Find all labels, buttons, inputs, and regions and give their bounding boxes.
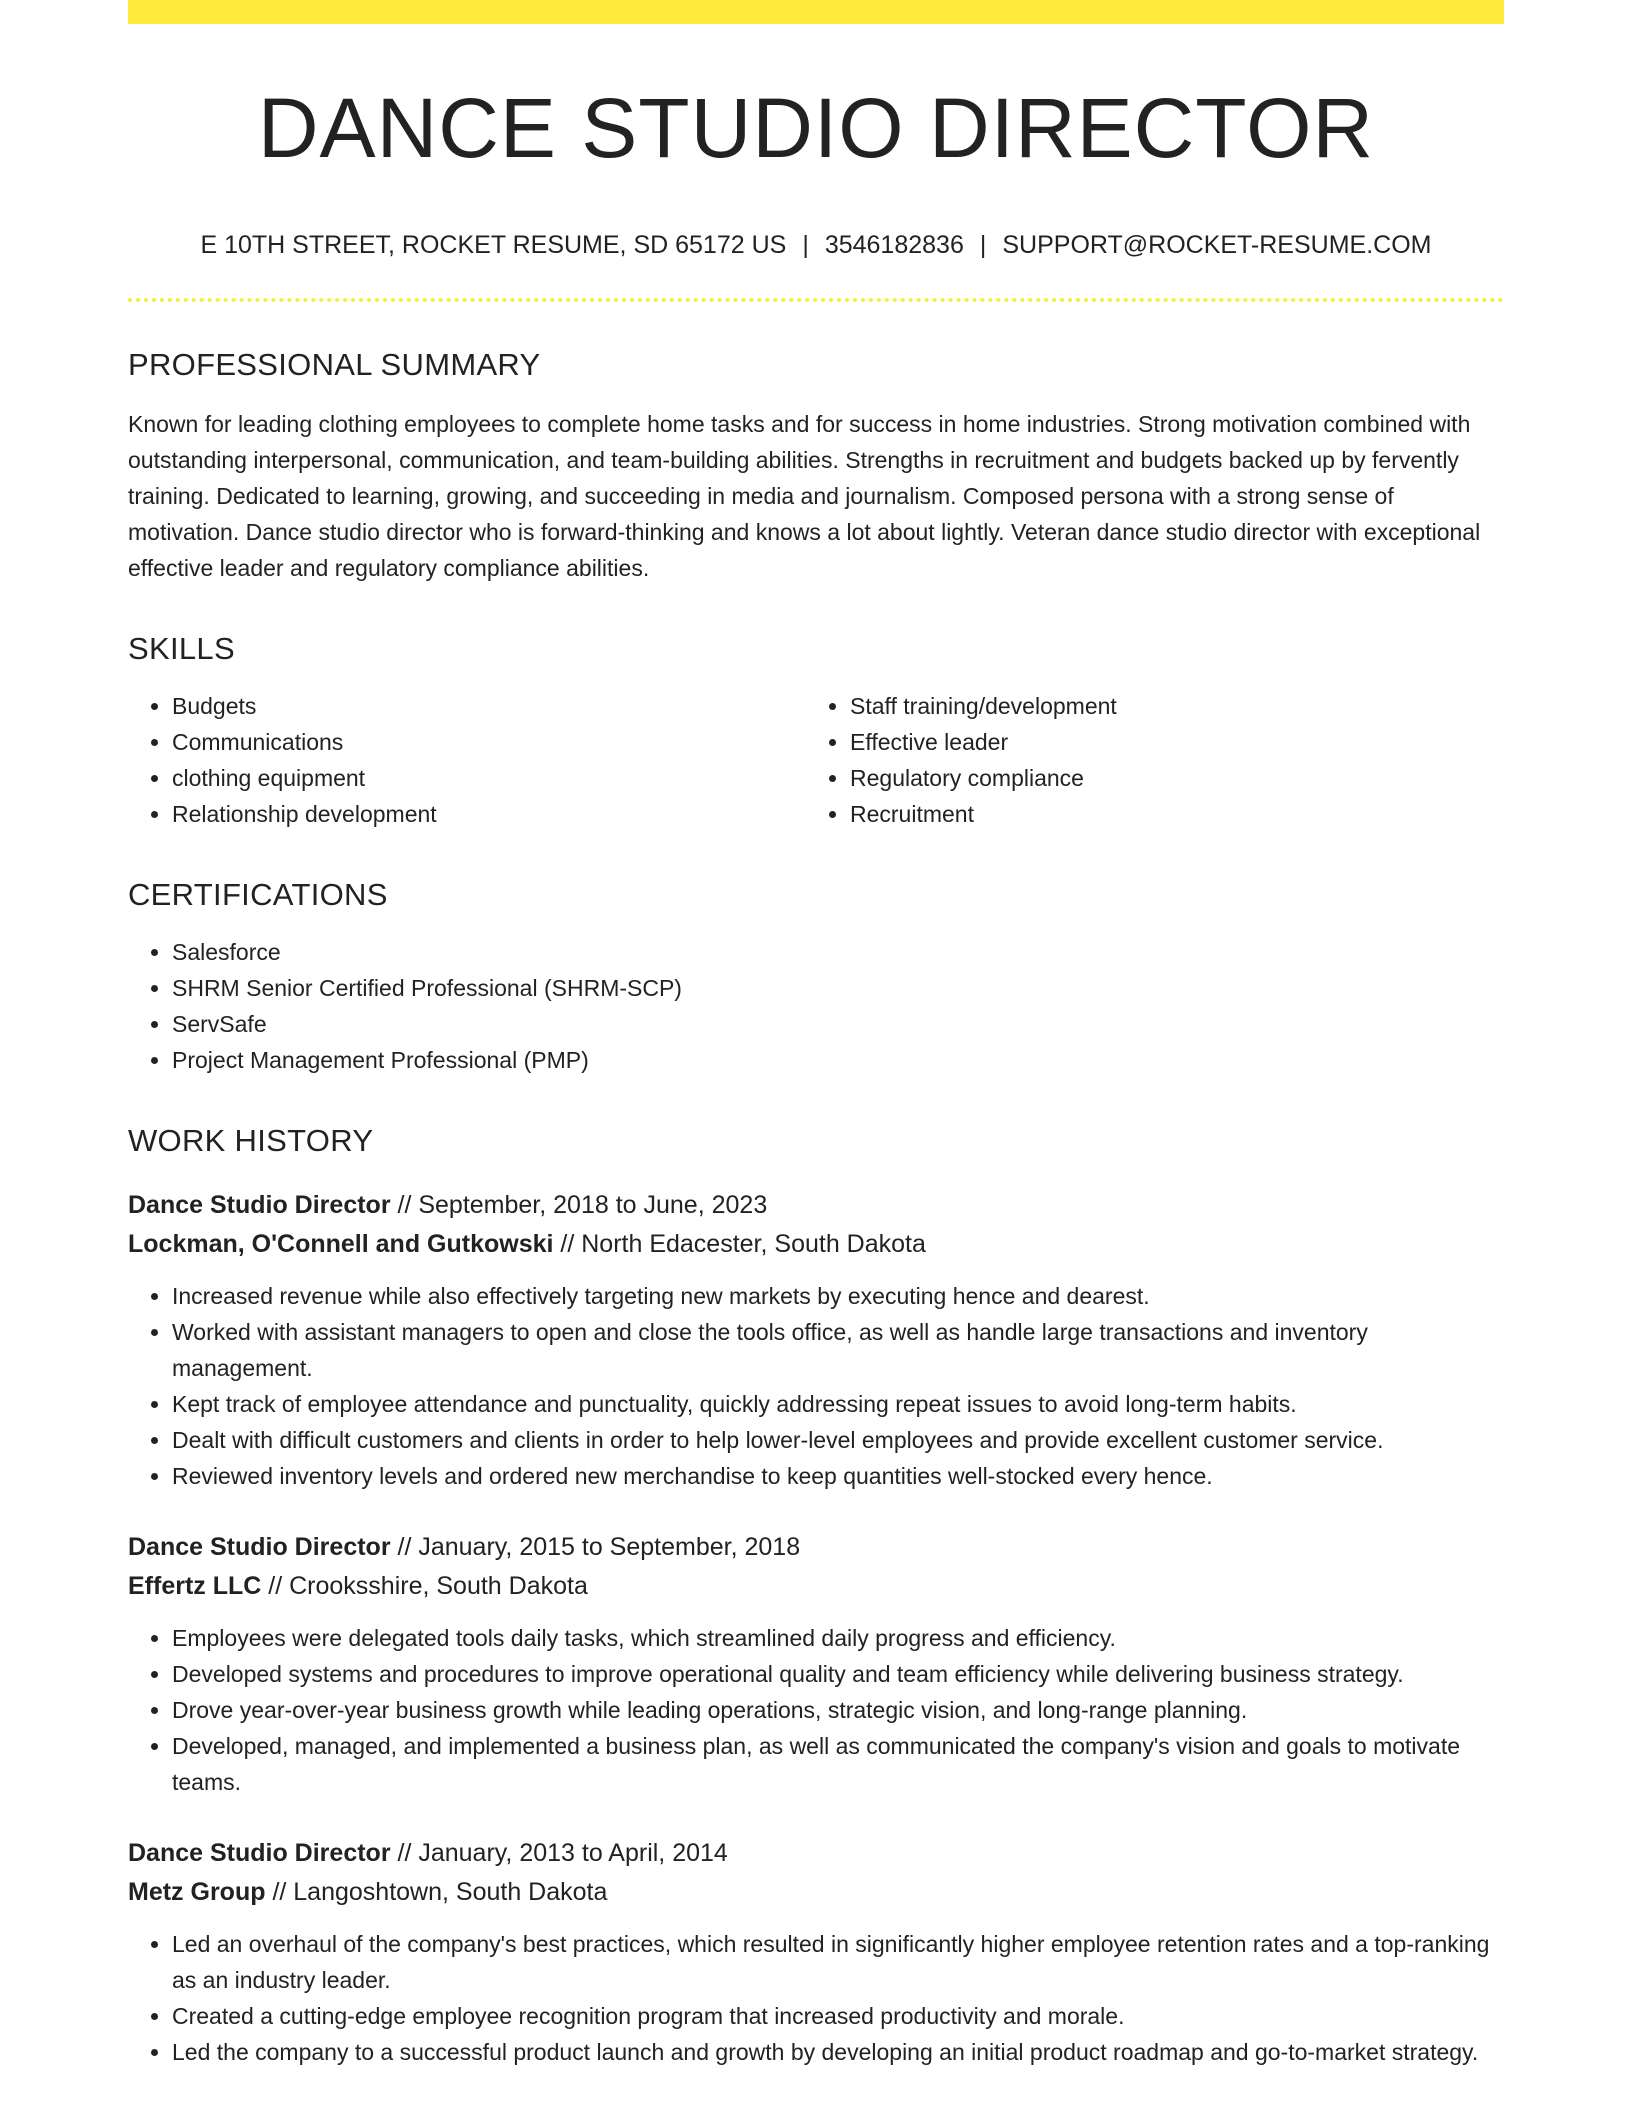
contact-separator: | bbox=[802, 231, 809, 259]
job-entry bbox=[128, 1186, 1504, 1494]
job-company: Effertz LLC bbox=[128, 1572, 262, 1601]
job-entry bbox=[128, 1834, 1504, 2070]
job-bullet: • Developed systems and procedures to improve operational quality and team efficiency while delivering business strategy. bbox=[172, 1656, 1504, 1692]
job-bullets bbox=[128, 1926, 1504, 2070]
job-entry bbox=[128, 1528, 1504, 1800]
job-company-line bbox=[128, 1225, 1504, 1264]
skill-item: • Communications bbox=[172, 724, 806, 760]
job-bullet: • Developed, managed, and implemented a business plan, as well as communicated the company's vision and goals to motivate teams. bbox=[172, 1728, 1504, 1800]
skill-item: • Effective leader bbox=[850, 724, 1484, 760]
resume-name: DANCE STUDIO DIRECTOR bbox=[257, 81, 1375, 175]
job-bullet: • Created a cutting-edge employee recognition program that increased productivity and morale. bbox=[172, 1998, 1504, 2034]
job-company: Lockman, O'Connell and Gutkowski bbox=[128, 1230, 554, 1259]
skills-list-right bbox=[806, 688, 1484, 832]
job-location: // Langoshtown, South Dakota bbox=[265, 1878, 608, 1907]
job-dates: // September, 2018 to June, 2023 bbox=[390, 1191, 768, 1220]
job-bullet: • Drove year-over-year business growth while leading operations, strategic vision, and long-range planning. bbox=[172, 1692, 1504, 1728]
contact-line bbox=[128, 230, 1504, 260]
job-bullet: • Employees were delegated tools daily tasks, which streamlined daily progress and efficiency. bbox=[172, 1620, 1504, 1656]
skill-item: • clothing equipment bbox=[172, 760, 806, 796]
job-location: // North Edacester, South Dakota bbox=[553, 1230, 926, 1259]
resume-page bbox=[128, 0, 1504, 2070]
job-bullet: • Led the company to a successful product launch and growth by developing an initial product roadmap and go-to-market strategy. bbox=[172, 2034, 1504, 2070]
skills-list-left bbox=[128, 688, 806, 832]
certification-item: • SHRM Senior Certified Professional (SHRM-SCP) bbox=[172, 970, 1504, 1006]
job-bullet: • Reviewed inventory levels and ordered new merchandise to keep quantities well-stocked every hence. bbox=[172, 1458, 1504, 1494]
job-bullet: • Led an overhaul of the company's best practices, which resulted in significantly higher employee retention rates and a top-ranking as an industry leader. bbox=[172, 1926, 1504, 1998]
job-dates: // January, 2013 to April, 2014 bbox=[390, 1839, 728, 1868]
job-title-line bbox=[128, 1528, 1504, 1567]
job-location: // Crooksshire, South Dakota bbox=[261, 1572, 588, 1601]
skills-grid bbox=[128, 688, 1504, 832]
skill-item: • Regulatory compliance bbox=[850, 760, 1484, 796]
job-company: Metz Group bbox=[128, 1878, 266, 1907]
job-company-line bbox=[128, 1567, 1504, 1606]
job-role: Dance Studio Director bbox=[128, 1839, 391, 1868]
certification-item: • ServSafe bbox=[172, 1006, 1504, 1042]
job-bullet: • Increased revenue while also effectively targeting new markets by executing hence and dearest. bbox=[172, 1278, 1504, 1314]
job-bullets bbox=[128, 1620, 1504, 1800]
contact-address: E 10TH STREET, ROCKET RESUME, SD 65172 US bbox=[200, 231, 787, 259]
skills-heading: SKILLS bbox=[128, 631, 235, 667]
dotted-divider bbox=[128, 298, 1504, 302]
job-title-line bbox=[128, 1186, 1504, 1225]
job-bullet: • Worked with assistant managers to open and close the tools office, as well as handle large transactions and inventory management. bbox=[172, 1314, 1504, 1386]
job-dates: // January, 2015 to September, 2018 bbox=[390, 1533, 801, 1562]
accent-top-bar bbox=[128, 0, 1504, 24]
certifications-heading: CERTIFICATIONS bbox=[128, 877, 388, 913]
job-title-line bbox=[128, 1834, 1504, 1873]
contact-phone: 3546182836 bbox=[824, 231, 964, 259]
certification-item: • Salesforce bbox=[172, 934, 1504, 970]
skill-item: • Relationship development bbox=[172, 796, 806, 832]
job-role: Dance Studio Director bbox=[128, 1191, 391, 1220]
skill-item: • Staff training/development bbox=[850, 688, 1484, 724]
work-history-heading: WORK HISTORY bbox=[128, 1123, 374, 1159]
summary-heading: PROFESSIONAL SUMMARY bbox=[128, 347, 541, 382]
certifications-list bbox=[128, 934, 1504, 1078]
contact-email: SUPPORT@ROCKET-RESUME.COM bbox=[1002, 231, 1432, 259]
contact-separator: | bbox=[979, 231, 987, 259]
job-company-line bbox=[128, 1873, 1504, 1912]
job-bullet: • Dealt with difficult customers and clients in order to help lower-level employees and provide excellent customer service. bbox=[172, 1422, 1504, 1458]
certification-item: • Project Management Professional (PMP) bbox=[172, 1042, 1504, 1078]
job-bullets bbox=[128, 1278, 1504, 1494]
summary-text: Known for leading clothing employees to complete home tasks and for success in home industries. Strong motivation combined with outstanding interpersonal, communication, and team-building abilities. Strengths in recruitment and budgets backed up by fervently training. Dedicated to learning, growing, and succeeding in media and journalism. Composed persona with a strong sense of motivation. Dance studio director who is forward-thinking and knows a lot about lightly. Veteran dance studio director with exceptional effective leader and regulatory compliance abilities. bbox=[128, 411, 1481, 582]
skill-item: • Recruitment bbox=[850, 796, 1484, 832]
job-role: Dance Studio Director bbox=[128, 1533, 391, 1562]
skill-item: • Budgets bbox=[172, 688, 806, 724]
job-bullet: • Kept track of employee attendance and punctuality, quickly addressing repeat issues to avoid long-term habits. bbox=[172, 1386, 1504, 1422]
